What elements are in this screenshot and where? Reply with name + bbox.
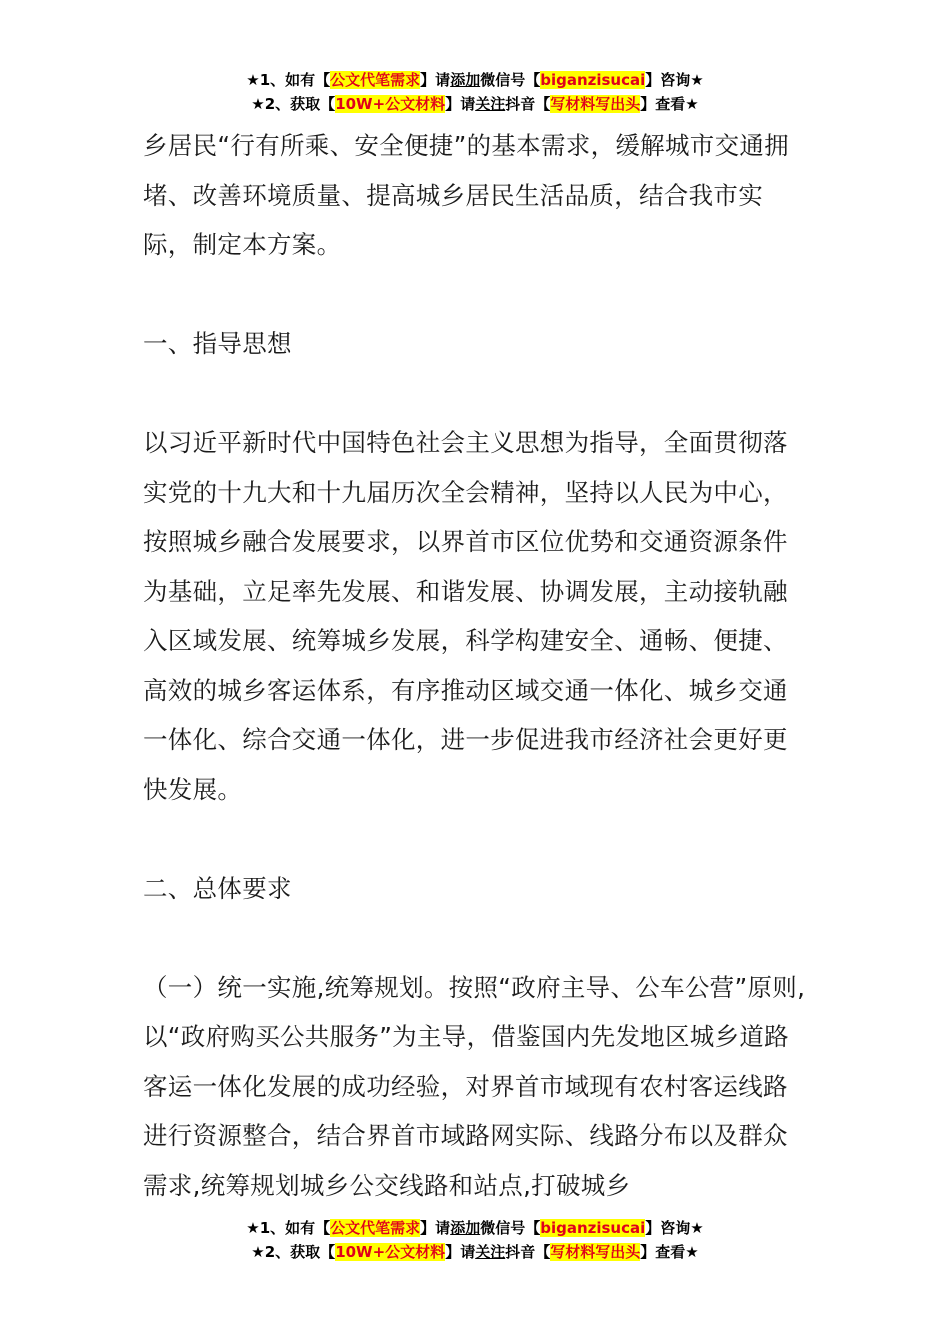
banner-line-1: ★1、如有【公文代笔需求】请添加微信号【biganzisucai】咨询★ <box>246 71 704 89</box>
highlight-wechat: biganzisucai <box>540 71 646 89</box>
highlight-douyin: 写材料写出头 <box>550 95 641 113</box>
footer-banner <box>0 1216 950 1264</box>
banner-line-2: ★2、获取【10W+公文材料】请关注抖音【写材料写出头】查看★ <box>251 1243 699 1261</box>
highlight-materials: 10W+公文材料 <box>335 1243 446 1261</box>
guiding-ideology-paragraph: 以习近平新时代中国特色社会主义思想为指导，全面贯彻落实党的十九大和十九届历次全会精神，坚持以人民为中心，按照城乡融合发展要求，以界首市区位优势和交通资源条件为基础，立足率先发展、和谐发展、协调发展，主动接轨融入区域发展、统筹城乡发展，科学构建安全、通畅、便捷、高效的城乡客运体系，有序推动区域交通一体化、城乡交通一体化、综合交通一体化，进一步促进我市经济社会更好更快发展。 <box>143 428 788 804</box>
banner-line-2: ★2、获取【10W+公文材料】请关注抖音【写材料写出头】查看★ <box>251 95 699 113</box>
highlight-wechat: biganzisucai <box>540 1219 646 1237</box>
overall-requirements-paragraph: （一）统一实施,统筹规划。按照“政府主导、公车公营”原则,以“政府购买公共服务”为主导，借鉴国内先发地区城乡道路客运一体化发展的成功经验，对界首市域现有农村客运线路进行资源整合，结合界首市域路网实际、线路分布以及群众需求,统筹规划城乡公交线路和站点,打破城乡 <box>143 972 806 1200</box>
section-heading-2: 二、总体要求 <box>143 873 292 903</box>
highlight-service: 公文代笔需求 <box>330 71 421 89</box>
highlight-materials: 10W+公文材料 <box>335 95 446 113</box>
highlight-service: 公文代笔需求 <box>330 1219 421 1237</box>
section-heading-1: 一、指导思想 <box>143 329 292 358</box>
intro-paragraph: 乡居民“行有所乘、安全便捷”的基本需求，缓解城市交通拥堵、改善环境质量、提高城乡居民生活品质，结合我市实际，制定本方案。 <box>143 131 789 259</box>
highlight-douyin: 写材料写出头 <box>550 1243 641 1261</box>
document-body <box>143 121 808 1210</box>
banner-line-1: ★1、如有【公文代笔需求】请添加微信号【biganzisucai】咨询★ <box>246 1219 704 1237</box>
header-banner <box>0 68 950 116</box>
